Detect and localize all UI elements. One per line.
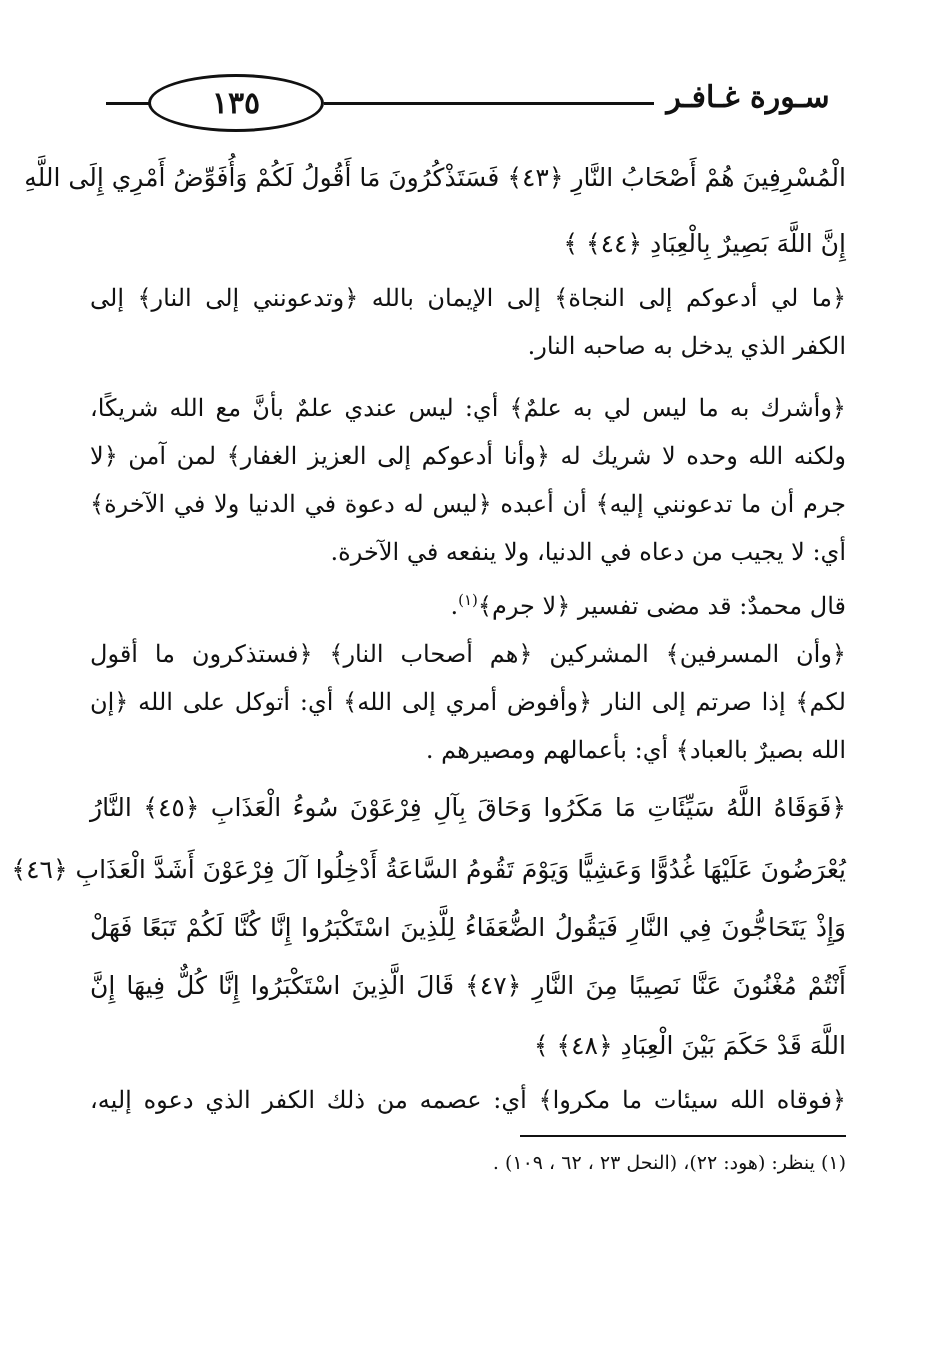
page-header	[100, 72, 845, 134]
commentary-text: قال محمدٌ: قد مضى تفسير ﴿لا جرم﴾	[477, 592, 846, 620]
commentary-line: لكم﴾ إذا صرتم إلى النار ﴿وأفوض أمري إلى الله﴾ أي: أتوكل على الله ﴿إن	[90, 688, 846, 716]
header-rule-middle	[324, 102, 654, 105]
commentary-line: الكفر الذي يدخل به صاحبه النار.	[527, 332, 846, 360]
page-number-badge	[148, 74, 324, 132]
commentary-line: ﴿وأشرك به ما ليس لي به علمٌ﴾ أي: ليس عندي علمٌ بأنَّ مع الله شريكًا،	[90, 394, 846, 422]
page-number: ١٣٥	[211, 85, 261, 121]
quran-line: يُعْرَضُونَ عَلَيْهَا غُدُوًّا وَعَشِيًّا وَيَوْمَ تَقُومُ السَّاعَةُ أَدْخِلُوا آلَ فِرْعَوْنَ أَشَدَّ الْعَذَابِ ﴿٤٦﴾	[11, 855, 846, 884]
commentary-line: ﴿وأن المسرفين﴾ المشركين ﴿هم أصحاب النار﴾ ﴿فستذكرون ما أقول	[90, 640, 846, 668]
quran-line: إِنَّ اللَّهَ بَصِيرٌ بِالْعِبَادِ ﴿٤٤﴾ ﴾	[563, 229, 846, 258]
quran-line: أَنْتُمْ مُغْنُونَ عَنَّا نَصِيبًا مِنَ النَّارِ ﴿٤٧﴾ قَالَ الَّذِينَ اسْتَكْبَرُوا إِنَّا كُلٌّ فِيهَا إِنَّ	[90, 971, 846, 1000]
quran-line: اللَّهَ قَدْ حَكَمَ بَيْنَ الْعِبَادِ ﴿٤٨﴾ ﴾	[533, 1031, 846, 1060]
surah-title: سـورة غـافـر	[666, 80, 830, 115]
footnote: (١) ينظر: (هود: ٢٢)، (النحل ٢٣ ، ٦٢ ، ١٠٩) .	[492, 1152, 846, 1174]
commentary-line: ﴿فوقاه الله سيئات ما مكروا﴾ أي: عصمه من ذلك الكفر الذي دعوه إليه،	[90, 1086, 846, 1114]
commentary-line	[90, 582, 846, 624]
sentence-end: .	[450, 592, 459, 620]
commentary-line: ﴿ما لي أدعوكم إلى النجاة﴾ إلى الإيمان بالله ﴿وتدعونني إلى النار﴾ إلى	[90, 284, 847, 312]
commentary-line: الله بصيرٌ بالعباد﴾ أي: بأعمالهم ومصيرهم .	[425, 736, 846, 764]
footnote-separator	[520, 1135, 846, 1137]
quran-line: وَإِذْ يَتَحَاجُّونَ فِي النَّارِ فَيَقُولُ الضُّعَفَاءُ لِلَّذِينَ اسْتَكْبَرُوا إِنَّا كُنَّا لَكُمْ تَبَعًا فَهَلْ	[90, 913, 846, 942]
commentary-line: جرم أن ما تدعونني إليه﴾ أن أعبده ﴿ليس له دعوة في الدنيا ولا في الآخرة﴾	[90, 490, 846, 518]
quran-line: الْمُسْرِفِينَ هُمْ أَصْحَابُ النَّارِ ﴿٤٣﴾ فَسَتَذْكُرُونَ مَا أَقُولُ لَكُمْ وَأُفَوِّضُ أَمْرِي إِلَى اللَّهِ	[24, 163, 846, 192]
quran-line: ﴿فَوَقَاهُ اللَّهُ سَيِّئَاتِ مَا مَكَرُوا وَحَاقَ بِآلِ فِرْعَوْنَ سُوءُ الْعَذَابِ ﴿٤٥﴾ النَّارُ	[90, 793, 846, 822]
commentary-line: أي: لا يجيب من دعاه في الدنيا، ولا ينفعه في الآخرة.	[330, 538, 846, 566]
footnote-reference: (١)	[458, 591, 478, 609]
commentary-line: ولكنه الله وحده لا شريك له ﴿وأنا أدعوكم إلى العزيز الغفار﴾ لمن آمن ﴿لا	[90, 442, 846, 470]
